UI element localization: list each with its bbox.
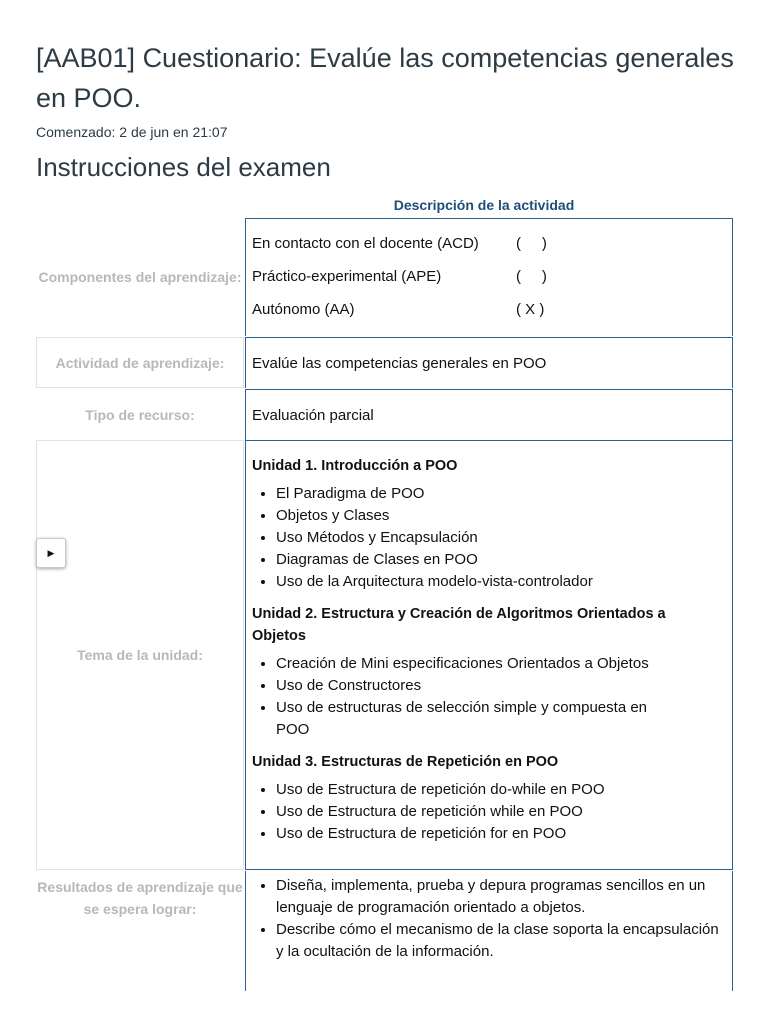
resource-value: Evaluación parcial bbox=[245, 389, 733, 440]
component-aa-mark: ( X ) bbox=[516, 301, 545, 318]
component-acd-mark: ( ) bbox=[516, 235, 547, 252]
list-item: • Uso de Constructores bbox=[276, 675, 682, 697]
list-item: • Diagramas de Clases en POO bbox=[276, 549, 732, 571]
unit-2-title: Unidad 2. Estructura y Creación de Algoritmos Orientados a Objetos bbox=[252, 606, 666, 644]
list-item: • Uso de Estructura de repetición do-while en POO bbox=[276, 779, 732, 801]
list-item: • Creación de Mini especificaciones Orientados a Objetos bbox=[276, 653, 682, 675]
topics-value bbox=[245, 440, 733, 870]
components-label: Componentes del aprendizaje: bbox=[38, 269, 242, 285]
unit-3-title: Unidad 3. Estructuras de Repetición en POO bbox=[252, 754, 559, 770]
instructions-heading: Instrucciones del examen bbox=[36, 152, 331, 182]
unit-1-list bbox=[252, 483, 732, 593]
activity-label: Actividad de aprendizaje: bbox=[36, 337, 244, 388]
list-item: • Objetos y Clases bbox=[276, 505, 732, 527]
results-list bbox=[252, 875, 732, 963]
list-item: • Uso de la Arquitectura modelo-vista-controlador bbox=[276, 571, 732, 593]
page-title: [AAB01] Cuestionario: Evalúe las competencias generales en POO. bbox=[36, 43, 734, 113]
results-label: Resultados de aprendizaje que se espera lograr: bbox=[37, 879, 243, 917]
expand-toggle-button[interactable] bbox=[36, 538, 66, 568]
started-timestamp: Comenzado: 2 de jun en 21:07 bbox=[36, 124, 228, 140]
activity-description-header: Descripción de la actividad bbox=[393, 197, 575, 213]
list-item: • Diseña, implementa, prueba y depura programas sencillos en un lenguaje de programación orientado a objetos. bbox=[276, 875, 724, 919]
component-aa: Autónomo (AA) bbox=[252, 301, 355, 318]
components-value bbox=[245, 218, 733, 336]
component-acd: En contacto con el docente (ACD) bbox=[252, 235, 479, 252]
list-item: • Describe cómo el mecanismo de la clase soporta la encapsulación y la ocultación de la información. bbox=[276, 919, 724, 963]
activity-value: Evalúe las competencias generales en POO bbox=[245, 337, 733, 388]
component-ape: Práctico-experimental (APE) bbox=[252, 268, 442, 285]
unit-2-list bbox=[252, 653, 732, 741]
resource-label: Tipo de recurso: bbox=[85, 406, 195, 423]
list-item: • Uso Métodos y Encapsulación bbox=[276, 527, 732, 549]
topics-label: Tema de la unidad: bbox=[36, 440, 244, 870]
list-item: • Uso de Estructura de repetición for en POO bbox=[276, 823, 732, 845]
unit-1-title: Unidad 1. Introducción a POO bbox=[252, 458, 458, 474]
list-item: • Uso de Estructura de repetición while en POO bbox=[276, 801, 732, 823]
component-ape-mark: ( ) bbox=[516, 268, 547, 285]
triangle-right-icon: ▶ bbox=[47, 547, 55, 558]
list-item: • Uso de estructuras de selección simple y compuesta en POO bbox=[276, 697, 682, 741]
unit-3-list bbox=[252, 779, 732, 845]
list-item: • El Paradigma de POO bbox=[276, 483, 732, 505]
results-value bbox=[245, 871, 733, 991]
